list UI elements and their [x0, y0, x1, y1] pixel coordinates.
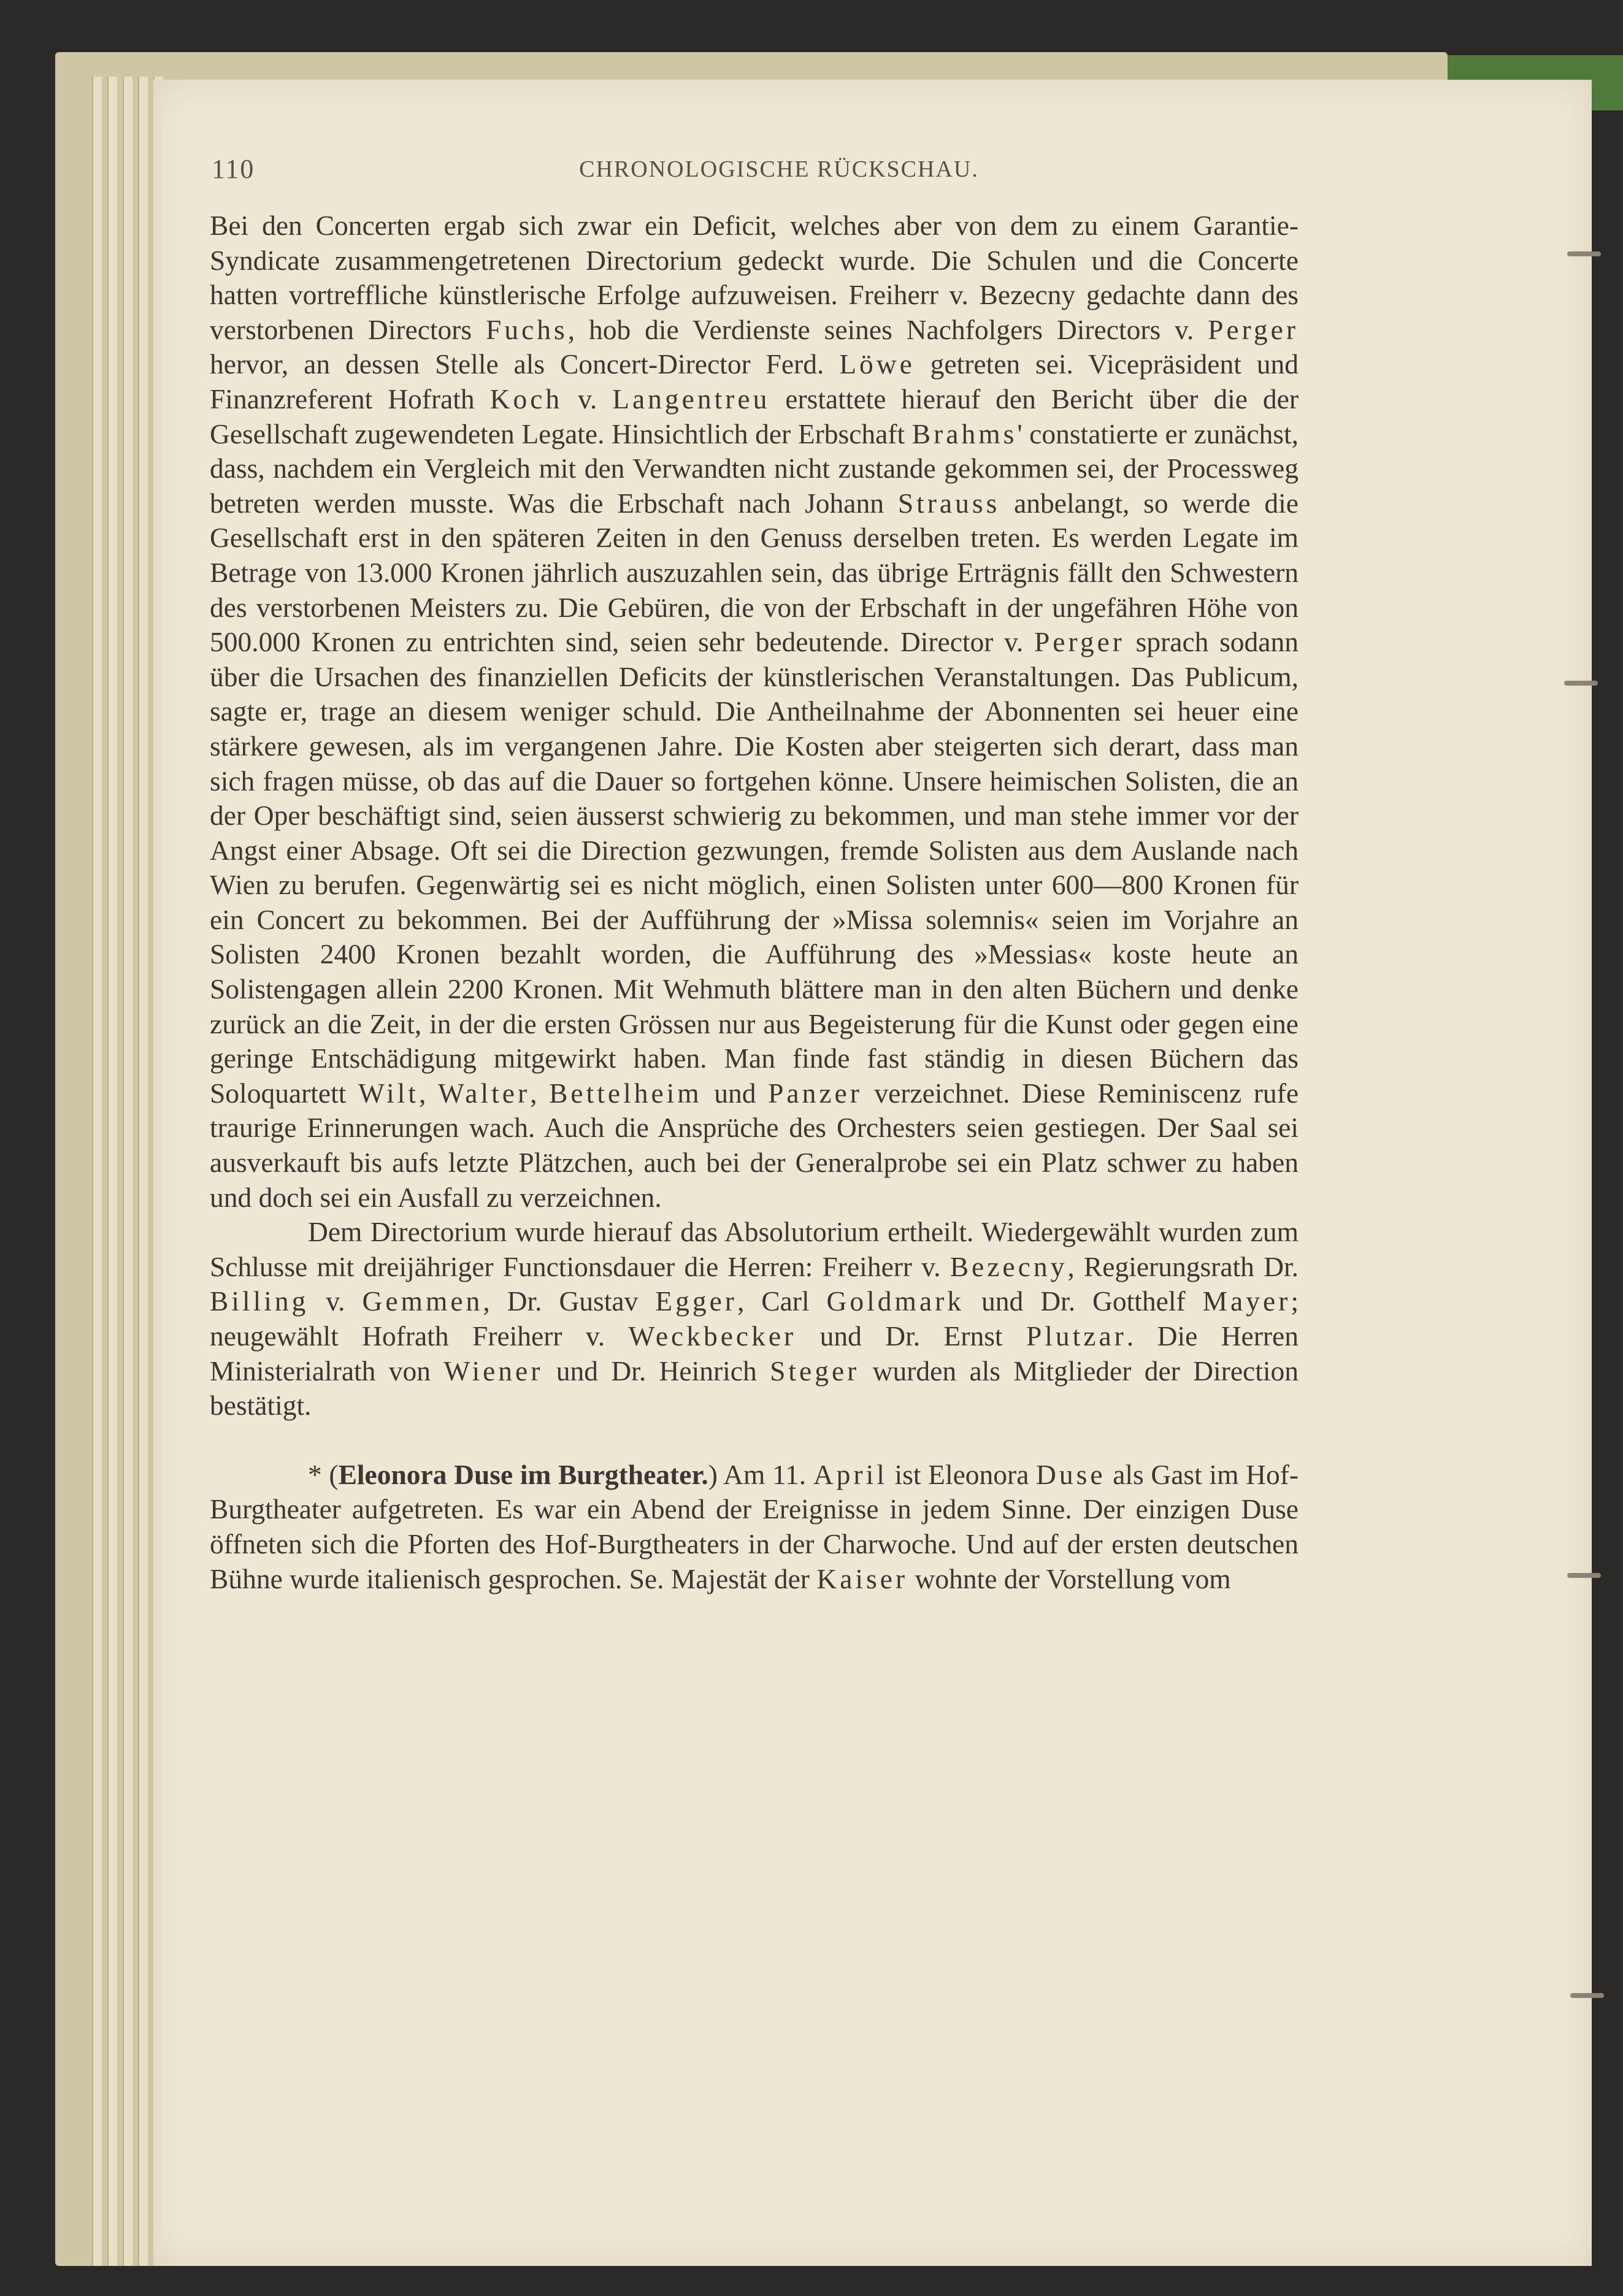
- spaced-name: Kaiser: [816, 1563, 908, 1594]
- spaced-name: Strauss: [897, 487, 1000, 519]
- page-leaf: [107, 77, 117, 2266]
- paragraph: [210, 209, 1299, 1215]
- text-run: hervor, an dessen Stelle als Concert-Director Ferd.: [210, 348, 840, 380]
- spaced-name: Perger: [1034, 626, 1125, 658]
- spaced-name: Brahms: [911, 418, 1018, 450]
- text-run: ,: [419, 1077, 438, 1109]
- spaced-name: Fuchs: [486, 313, 568, 345]
- text-run: , Carl: [737, 1285, 827, 1317]
- text-run: wurden als Mitglieder der Direction bestätigt.: [210, 1355, 1299, 1422]
- spaced-name: Plutzar: [1026, 1320, 1127, 1352]
- spaced-name: Wiener: [443, 1355, 543, 1387]
- spaced-name: Wilt: [358, 1077, 420, 1109]
- spaced-name: Koch: [489, 383, 563, 415]
- binding-thread: [1567, 251, 1601, 256]
- text-run: erstattete hierauf den Bericht über die der Gesellschaft zugewendeten Legate. Hinsichtlich der Erbschaft: [210, 383, 1299, 450]
- text-run: v.: [309, 1285, 363, 1317]
- text-run: Bei den Concerten ergab sich zwar ein Deficit, welches aber von dem zu einem Garantie-Syndicate zusammengetretenen Directorium gedeckt wurde. Die Schulen und die Concerte hatten vortreffliche künstlerische Erfolge aufzuweisen. Freiherr v. Bezecny gedachte dann des verstorbenen Directors: [210, 210, 1299, 345]
- spaced-name: Egger: [655, 1285, 737, 1317]
- text-run: v.: [562, 383, 613, 415]
- text-run: ) Am 11.: [708, 1458, 813, 1490]
- spaced-name: Goldmark: [826, 1285, 965, 1317]
- text-run: getreten sei. Vicepräsident und Finanzreferent Hofrath: [210, 348, 1299, 415]
- spaced-name: Löwe: [839, 348, 915, 380]
- page-header: [212, 153, 1346, 202]
- text-run: , Regierungsrath Dr.: [1067, 1250, 1299, 1282]
- text-run: wohnte der Vorstellung vom: [908, 1563, 1231, 1594]
- spaced-name: Gemmen: [362, 1285, 483, 1317]
- text-run: und Dr. Gotthelf: [964, 1285, 1203, 1317]
- page-leaf: [138, 77, 148, 2266]
- section-title: Eleonora Duse im Burgtheater.: [338, 1458, 708, 1490]
- text-run: anbelangt, so werde die Gesellschaft erst in den späteren Zeiten in den Genuss derselben treten. Es werden Legate im Betrage von 13.000 Kronen jährlich auszuzahlen sein, das übrige Erträgnis fällt den Schwestern des verstorbenen Meisters zu. Die Gebüren, die von der Erbschaft in der ungefähren Höhe von 500.000 Kronen zu entrichten sind, seien sehr bedeutende. Director v.: [210, 487, 1299, 658]
- text-run: und Dr. Ernst: [796, 1320, 1026, 1352]
- text-run: ; neugewählt Hofrath Freiherr v.: [210, 1285, 1299, 1352]
- spaced-name: Bezecny: [950, 1250, 1068, 1282]
- paragraph: [210, 1458, 1299, 1596]
- spaced-name: Perger: [1208, 313, 1299, 345]
- spaced-name: Billing: [210, 1285, 309, 1317]
- binding-thread: [1564, 681, 1598, 686]
- text-run: und: [702, 1077, 769, 1109]
- binding-thread: [1570, 1993, 1604, 1998]
- spaced-name: Duse: [1036, 1458, 1106, 1490]
- text-run: ,: [530, 1077, 550, 1109]
- spaced-name: April: [813, 1458, 888, 1490]
- text-run: * (: [308, 1458, 339, 1490]
- spaced-name: Langentreu: [612, 383, 770, 415]
- text-run: verzeichnet. Diese Reminiscenz rufe traurige Erinnerungen wach. Auch die Ansprüche des Orchesters seien gestiegen. Der Saal sei ausverkauft bis aufs letzte Plätzchen, auch bei der Generalprobe sei ein Platz schwer zu haben und doch sei ein Ausfall zu verzeichnen.: [210, 1077, 1299, 1213]
- spaced-name: Bettelheim: [549, 1077, 702, 1109]
- text-run: und Dr. Heinrich: [543, 1355, 770, 1387]
- spaced-name: Mayer: [1202, 1285, 1291, 1317]
- page-leaf: [123, 77, 132, 2266]
- spaced-name: Panzer: [768, 1077, 862, 1109]
- spaced-name: Steger: [770, 1355, 860, 1387]
- body-text: [210, 209, 1299, 1596]
- paragraph: [210, 1215, 1299, 1423]
- text-run: Dem Directorium wurde hierauf das Absolutorium ertheilt. Wiedergewählt wurden zum Schlusse mit dreijähriger Functionsdauer die Herren: Freiherr v.: [210, 1216, 1299, 1282]
- text-run: . Die Herren Ministerialrath von: [210, 1320, 1299, 1387]
- page-number: 110: [212, 154, 255, 184]
- page-leaf: [92, 77, 102, 2266]
- spaced-name: Walter: [437, 1077, 531, 1109]
- text-run: sprach sodann über die Ursachen des finanziellen Deficits der künstlerischen Veranstaltungen. Das Publicum, sagte er, trage an diesem weniger schuld. Die Antheilnahme der Abonnenten sei heuer eine stärkere gewesen, als im vergangenen Jahre. Die Kosten aber steigerten sich derart, dass man sich fragen müsse, ob das auf die Dauer so fortgehen könne. Unsere heimischen Solisten, die an der Oper beschäftigt sind, seien äusserst schwierig zu bekommen, und man stehe immer vor der Angst einer Absage. Oft sei die Direction gezwungen, fremde Solisten aus dem Auslande nach Wien zu berufen. Gegenwärtig sei es nicht möglich, einen Solisten unter 600—800 Kronen für ein Concert zu bekommen. Bei der Aufführung der »Missa solemnis« seien im Vorjahre an Solisten 2400 Kronen bezahlt worden, die Aufführung des »Messias« koste heute an Solistengagen allein 2200 Kronen. Mit Wehmuth blättere man in den alten Büchern und denke zurück an die Zeit, in der die ersten Grössen nur aus Begeisterung für die Kunst oder gegen eine geringe Entschädigung mitgewirkt haben. Man finde fast ständig in diesen Büchern das Soloquartett: [210, 626, 1299, 1109]
- spaced-name: Weckbecker: [628, 1320, 797, 1352]
- text-run: ' constatierte er zunächst, dass, nachdem ein Vergleich mit den Verwandten nicht zustande gekommen sei, der Processweg betreten werden musste. Was die Erbschaft nach Johann: [210, 418, 1299, 519]
- binding-thread: [1567, 1573, 1601, 1578]
- text-run: ist Eleonora: [887, 1458, 1037, 1490]
- text-run: , Dr. Gustav: [483, 1285, 656, 1317]
- text-run: als Gast im Hof-Burgtheater aufgetreten. Es war ein Abend der Ereignisse in jedem Sinne. Der einzigen Duse öffneten sich die Pforten des Hof-Burgtheaters in der Charwoche. Und auf der ersten deutschen Bühne wurde italienisch gesprochen. Se. Majestät der: [210, 1458, 1299, 1594]
- text-run: , hob die Verdienste seines Nachfolgers Directors v.: [567, 313, 1208, 345]
- running-head: CHRONOLOGISCHE RÜCKSCHAU.: [579, 156, 979, 182]
